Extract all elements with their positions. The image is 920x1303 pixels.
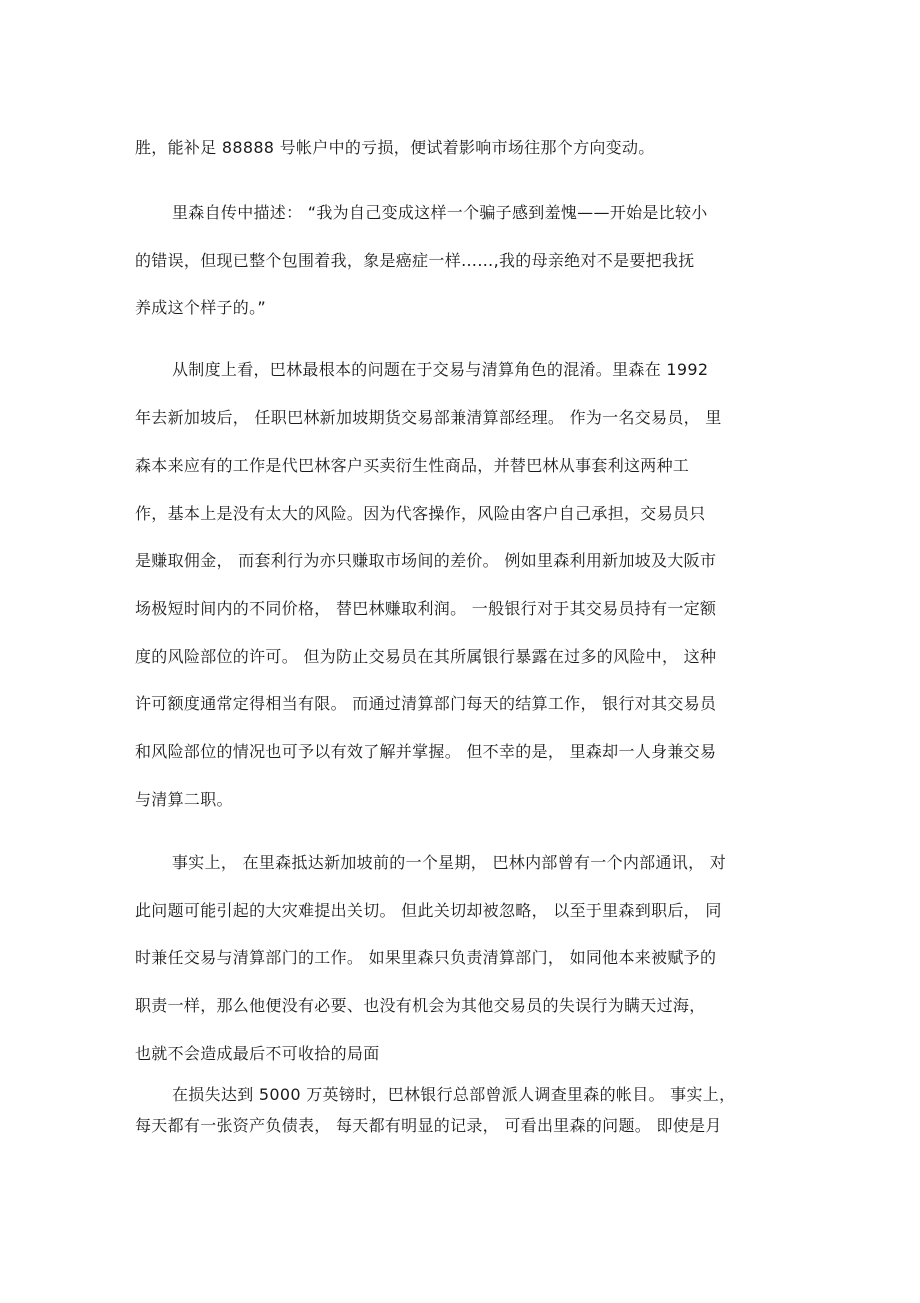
text-line: 度的风险部位的许可。 但为防止交易员在其所属银行暴露在过多的风险中， 这种	[135, 647, 717, 666]
text-line: 每天都有一张资产负债表， 每天都有明显的记录， 可看出里森的问题。 即使是月	[135, 1116, 722, 1135]
text-line: 从制度上看，巴林最根本的问题在于交易与清算角色的混淆。里森在 1992	[172, 360, 709, 379]
text-line: 胜，能补足 88888 号帐户中的亏损，便试着影响市场往那个方向变动。	[135, 138, 655, 157]
text-line: 时兼任交易与清算部门的工作。 如果里森只负责清算部门， 如同他本来被赋予的	[135, 948, 717, 967]
text-line: 场极短时间内的不同价格， 替巴林赚取利润。 一般银行对于其交易员持有一定额	[135, 599, 717, 618]
text-line: 此问题可能引起的大灾难提出关切。 但此关切却被忽略， 以至于里森到职后， 同	[135, 901, 722, 920]
text-line: 在损失达到 5000 万英镑时，巴林银行总部曾派人调查里森的帐目。 事实上，	[172, 1085, 736, 1104]
text-line: 事实上， 在里森抵达新加坡前的一个星期， 巴林内部曾有一个内部通讯， 对	[172, 853, 727, 872]
text-line: 许可额度通常定得相当有限。 而通过清算部门每天的结算工作， 银行对其交易员	[135, 694, 717, 713]
text-line: 里森自传中描述： “我为自己变成这样一个骗子感到羞愧——开始是比较小	[172, 203, 708, 222]
text-line: 年去新加坡后， 任职巴林新加坡期货交易部兼清算部经理。 作为一名交易员， 里	[135, 408, 722, 427]
text-line: 职责一样，那么他便没有必要、也没有机会为其他交易员的失误行为瞒天过海，	[135, 996, 706, 1015]
text-line: 作，基本上是没有太大的风险。因为代客操作，风险由客户自己承担，交易员只	[135, 504, 706, 523]
text-line: 是赚取佣金， 而套利行为亦只赚取市场间的差价。 例如里森利用新加坡及大阪市	[135, 551, 717, 570]
text-line: 的错误，但现已整个包围着我，象是癌症一样……,我的母亲绝对不是要把我抚	[135, 251, 695, 270]
text-line: 与清算二职。	[135, 790, 233, 809]
text-line: 森本来应有的工作是代巴林客户买卖衍生性商品，并替巴林从事套利这两种工	[135, 456, 690, 475]
text-line: 和风险部位的情况也可予以有效了解并掌握。 但不幸的是， 里森却一人身兼交易	[135, 742, 717, 761]
text-line: 养成这个样子的。”	[135, 298, 266, 317]
text-line: 也就不会造成最后不可收拾的局面	[135, 1044, 380, 1063]
